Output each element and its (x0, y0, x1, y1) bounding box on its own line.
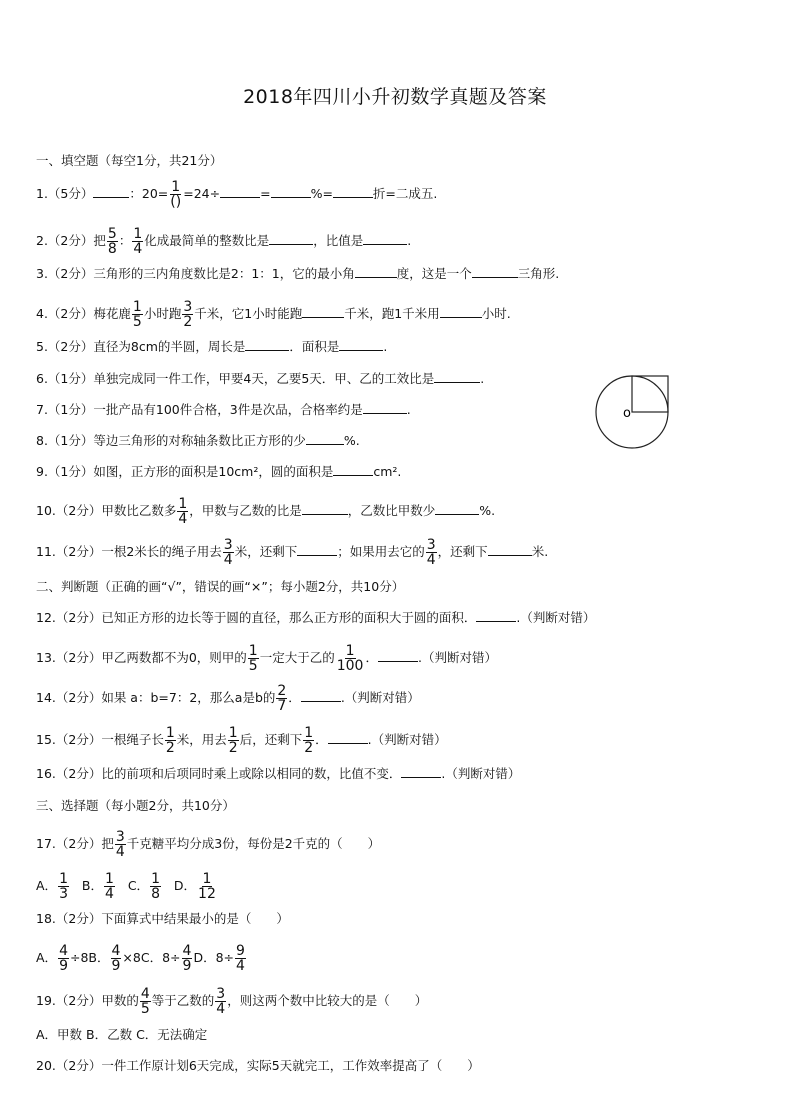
fraction: $\frac{3}{2}$ (183, 299, 193, 330)
section-heading-multiple-choice: 三、选择题（每小题2分，共10分） (36, 798, 235, 813)
q5-text: 5.（2分）直径为8cm的半圆，周长是 (36, 339, 246, 354)
q4-text: 千米，跑1千米用 (344, 306, 440, 321)
q8-text: 8.（1分）等边三角形的对称轴条数比正方形的少 (36, 433, 306, 448)
question-18: 18.（2分）下面算式中结果最小的是（ ） (36, 911, 289, 926)
q14-text: ． (288, 690, 301, 705)
option-b[interactable]: ÷8B． (69, 950, 110, 965)
question-15 (36, 726, 447, 755)
q19-options[interactable]: A．甲数 B．乙数 C．无法确定 (36, 1027, 208, 1042)
fraction: $\frac{1}{3}$ (59, 871, 68, 902)
q1-text: = (260, 186, 271, 201)
fraction: $\frac{4}{9}$ (182, 943, 192, 974)
answer-blank[interactable] (302, 502, 348, 515)
option-a[interactable]: A． (36, 950, 58, 965)
center-label: o (623, 406, 631, 421)
q1-label: 1.（5分） (36, 186, 94, 201)
option-b[interactable]: B． (81, 878, 103, 893)
q19-text: 19.（2分）甲数的 (36, 993, 139, 1008)
fraction: $\frac{1}{4}$ (104, 871, 114, 902)
fraction: $\frac{3}{4}$ (426, 537, 436, 568)
question-14 (36, 684, 420, 713)
option-d[interactable]: D．8÷ (193, 950, 234, 965)
question-2 (36, 227, 411, 256)
q18-options (36, 944, 247, 973)
fraction: $\frac{2}{7}$ (277, 683, 287, 714)
fraction: $\frac{1}{4}$ (178, 496, 188, 527)
q15-text: 米，用去 (176, 732, 227, 747)
fraction: $\frac{4}{9}$ (111, 943, 121, 974)
q2-text: ，比值是 (313, 233, 364, 248)
q13-text: 一定大于乙的 (259, 650, 335, 665)
question-17 (36, 830, 380, 859)
fraction: $\frac{5}{8}$ (107, 226, 117, 257)
q7-text: 7.（1分）一批产品有100件合格，3件是次品，合格率约是 (36, 402, 363, 417)
question-10 (36, 497, 495, 526)
question-4 (36, 300, 511, 329)
answer-blank[interactable] (435, 502, 479, 515)
answer-blank[interactable] (306, 432, 344, 445)
answer-blank[interactable] (339, 338, 383, 351)
q4-text: 千米，它1小时能跑 (194, 306, 303, 321)
q11-text: 米，还剩下 (234, 544, 298, 559)
question-1 (36, 180, 437, 209)
q13-text: ． (365, 650, 378, 665)
answer-blank[interactable] (220, 185, 260, 198)
q8-text: %. (343, 433, 360, 448)
fraction: $\frac{1}{4}$ (133, 226, 143, 257)
answer-blank[interactable] (363, 232, 407, 245)
q1-text: 折=二成五. (372, 186, 438, 201)
fraction: $\frac{1}{2}$ (228, 725, 238, 756)
answer-blank[interactable] (328, 731, 368, 744)
fraction: $\frac{4}{5}$ (140, 986, 150, 1017)
answer-blank[interactable] (333, 185, 373, 198)
question-16 (36, 765, 520, 783)
q6-text: . (480, 371, 485, 386)
question-9 (36, 463, 401, 481)
question-13 (36, 644, 497, 673)
fraction: $\frac{1}{2}$ (165, 725, 175, 756)
answer-blank[interactable] (401, 765, 441, 778)
q2-text: 化成最简单的整数比是 (144, 233, 270, 248)
q4-text: 小时. (481, 306, 511, 321)
fraction: $\frac{1}{100}$ (336, 643, 364, 674)
q17-options (36, 872, 218, 901)
q13-text: 13.（2分）甲乙两数都不为0，则甲的 (36, 650, 247, 665)
q16-text: .（判断对错） (441, 766, 521, 781)
option-a[interactable]: A． (36, 878, 58, 893)
q10-text: 10.（2分）甲数比乙数多 (36, 503, 177, 518)
question-20: 20.（2分）一件工作原计划6天完成，实际5天就完工，工作效率提高了（ ） (36, 1058, 480, 1073)
answer-blank[interactable] (488, 543, 532, 556)
question-7 (36, 401, 411, 419)
q2-text: ： (118, 233, 132, 248)
q11-text: 米. (531, 544, 549, 559)
question-12 (36, 609, 595, 627)
q15-text: ． (315, 732, 328, 747)
question-8 (36, 432, 360, 450)
question-6 (36, 370, 484, 388)
answer-blank[interactable] (333, 463, 373, 476)
answer-blank[interactable] (472, 265, 518, 278)
q9-text: cm². (373, 464, 402, 479)
q3-text: 度，这是一个 (396, 266, 472, 281)
q2-text: 2.（2分）把 (36, 233, 106, 248)
q17-text: 千克糖平均分成3份，每份是2千克的（ ） (126, 836, 381, 851)
q11-text: ，还剩下 (437, 544, 488, 559)
question-5 (36, 338, 387, 356)
answer-blank[interactable] (301, 689, 341, 702)
q10-text: %. (479, 503, 496, 518)
fraction: $\frac{1}{2}$ (304, 725, 314, 756)
q14-text: .（判断对错） (340, 690, 420, 705)
answer-blank[interactable] (297, 543, 337, 556)
q5-text: ．面积是 (289, 339, 340, 354)
circle-square-figure (594, 374, 670, 450)
question-11 (36, 538, 548, 567)
option-c[interactable]: C． (127, 878, 150, 893)
section-heading-fill-in: 一、填空题（每空1分，共21分） (36, 153, 223, 168)
answer-blank[interactable] (269, 232, 313, 245)
q4-text: 小时跑 (143, 306, 182, 321)
answer-blank[interactable] (363, 401, 407, 414)
answer-blank[interactable] (355, 265, 397, 278)
q4-text: 4.（2分）梅花鹿 (36, 306, 131, 321)
fraction: $\frac{1}{()}$ (170, 179, 182, 210)
answer-blank[interactable] (245, 338, 289, 351)
answer-blank[interactable] (271, 185, 311, 198)
answer-blank[interactable] (93, 185, 129, 198)
question-3 (36, 265, 559, 283)
q5-text: . (383, 339, 388, 354)
q2-text: . (407, 233, 412, 248)
fraction: $\frac{3}{4}$ (216, 986, 226, 1017)
section-heading-true-false: 二、判断题（正确的画“√”，错误的画“×”；每小题2分，共10分） (36, 579, 405, 594)
fraction: $\frac{1}{12}$ (198, 871, 216, 902)
q12-text: .（判断对错） (516, 610, 596, 625)
question-19 (36, 987, 427, 1016)
option-d[interactable]: D． (173, 878, 197, 893)
answer-blank[interactable] (302, 305, 344, 318)
fraction: $\frac{1}{5}$ (132, 299, 142, 330)
q6-text: 6.（1分）单独完成同一件工作，甲要4天，乙要5天．甲、乙的工效比是 (36, 371, 435, 386)
q3-text: 3.（2分）三角形的三内角度数比是2：1：1，它的最小角 (36, 266, 355, 281)
q11-text: ；如果用去它的 (337, 544, 425, 559)
fraction: $\frac{3}{4}$ (223, 537, 233, 568)
fraction: $\frac{9}{4}$ (236, 943, 245, 974)
answer-blank[interactable] (440, 305, 482, 318)
q15-text: .（判断对错） (367, 732, 447, 747)
q19-text: 等于乙数的 (151, 993, 215, 1008)
q3-text: 三角形. (517, 266, 560, 281)
q14-text: 14.（2分）如果 a：b=7：2，那么a是b的 (36, 690, 276, 705)
q11-text: 11.（2分）一根2米长的绳子用去 (36, 544, 222, 559)
fraction: $\frac{1}{5}$ (248, 643, 258, 674)
q10-text: ，乙数比甲数少 (347, 503, 436, 518)
fraction: $\frac{3}{4}$ (115, 829, 125, 860)
q7-text: . (406, 402, 411, 417)
answer-blank[interactable] (476, 609, 516, 622)
q12-text: 12.（2分）已知正方形的边长等于圆的直径，那么正方形的面积大于圆的面积． (36, 610, 477, 625)
q19-text: ，则这两个数中比较大的是（ ） (227, 993, 428, 1008)
q9-text: 9.（1分）如图，正方形的面积是10cm²，圆的面积是 (36, 464, 334, 479)
q1-text: ：20= (129, 186, 169, 201)
answer-blank[interactable] (434, 370, 480, 383)
fraction: $\frac{1}{8}$ (151, 871, 160, 902)
q13-text: .（判断对错） (417, 650, 497, 665)
q1-text: %= (310, 186, 333, 201)
q16-text: 16.（2分）比的前项和后项同时乘上或除以相同的数，比值不变． (36, 766, 402, 781)
page-title: 2018年四川小升初数学真题及答案 (243, 86, 547, 108)
q17-text: 17.（2分）把 (36, 836, 114, 851)
q10-text: ，甲数与乙数的比是 (189, 503, 302, 518)
q1-text: =24÷ (183, 186, 221, 201)
q15-text: 后，还剩下 (239, 732, 303, 747)
option-c[interactable]: ×8C．8÷ (122, 950, 181, 965)
fraction: $\frac{4}{9}$ (59, 943, 68, 974)
answer-blank[interactable] (378, 649, 418, 662)
q15-text: 15.（2分）一根绳子长 (36, 732, 164, 747)
